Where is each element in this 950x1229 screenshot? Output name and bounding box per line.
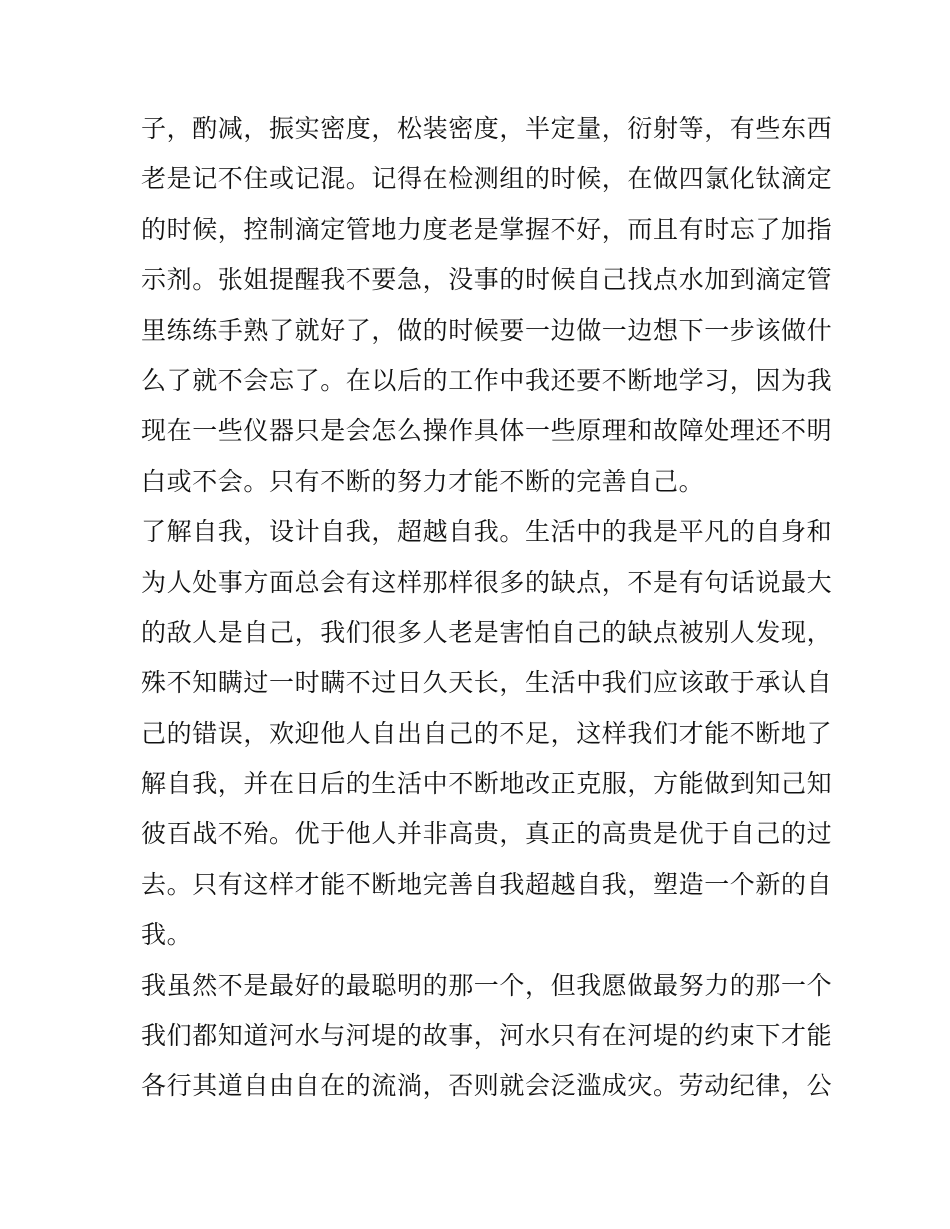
text-line: 解自我，并在日后的生活中不断地改正克服，方能做到知己知: [141, 769, 833, 799]
text-line: 为人处事方面总会有这样那样很多的缺点，不是有句话说最大: [141, 567, 833, 597]
text-line: 示剂。张姐提醒我不要急，没事的时候自己找点水加到滴定管: [141, 265, 833, 295]
text-line: 我虽然不是最好的最聪明的那一个，但我愿做最努力的那一个: [141, 970, 833, 1000]
text-line: 子，酌减，振实密度，松装密度，半定量，衍射等，有些东西: [141, 114, 833, 143]
text-line: 里练练手熟了就好了，做的时候要一边做一边想下一步该做什: [141, 315, 833, 345]
text-line: 己的错误，欢迎他人自出自己的不足，这样我们才能不断地了: [141, 718, 833, 748]
text-line: 白或不会。只有不断的努力才能不断的完善自己。: [141, 466, 705, 496]
text-line: 的时候，控制滴定管地力度老是掌握不好，而且有时忘了加指: [141, 214, 833, 244]
text-line: 老是记不住或记混。记得在检测组的时候，在做四氯化钛滴定: [141, 164, 833, 194]
text-line: 彼百战不殆。优于他人并非高贵，真正的高贵是优于自己的过: [141, 819, 833, 849]
text-line: 的敌人是自己，我们很多人老是害怕自己的缺点被别人发现，: [141, 617, 833, 647]
text-line: 我们都知道河水与河堤的故事，河水只有在河堤的约束下才能: [141, 1021, 833, 1051]
text-line: 殊不知瞒过一时瞒不过日久天长，生活中我们应该敢于承认自: [141, 668, 833, 698]
text-line: 现在一些仪器只是会怎么操作具体一些原理和故障处理还不明: [141, 416, 833, 446]
text-line: 我。: [141, 920, 193, 950]
text-line: 各行其道自由自在的流淌，否则就会泛滥成灾。劳动纪律，公: [141, 1071, 833, 1101]
document-body: [141, 104, 833, 1112]
text-line: 去。只有这样才能不断地完善自我超越自我，塑造一个新的自: [141, 869, 833, 899]
text-line: 了解自我，设计自我，超越自我。生活中的我是平凡的自身和: [141, 517, 833, 547]
text-line: 么了就不会忘了。在以后的工作中我还要不断地学习，因为我: [141, 365, 833, 395]
